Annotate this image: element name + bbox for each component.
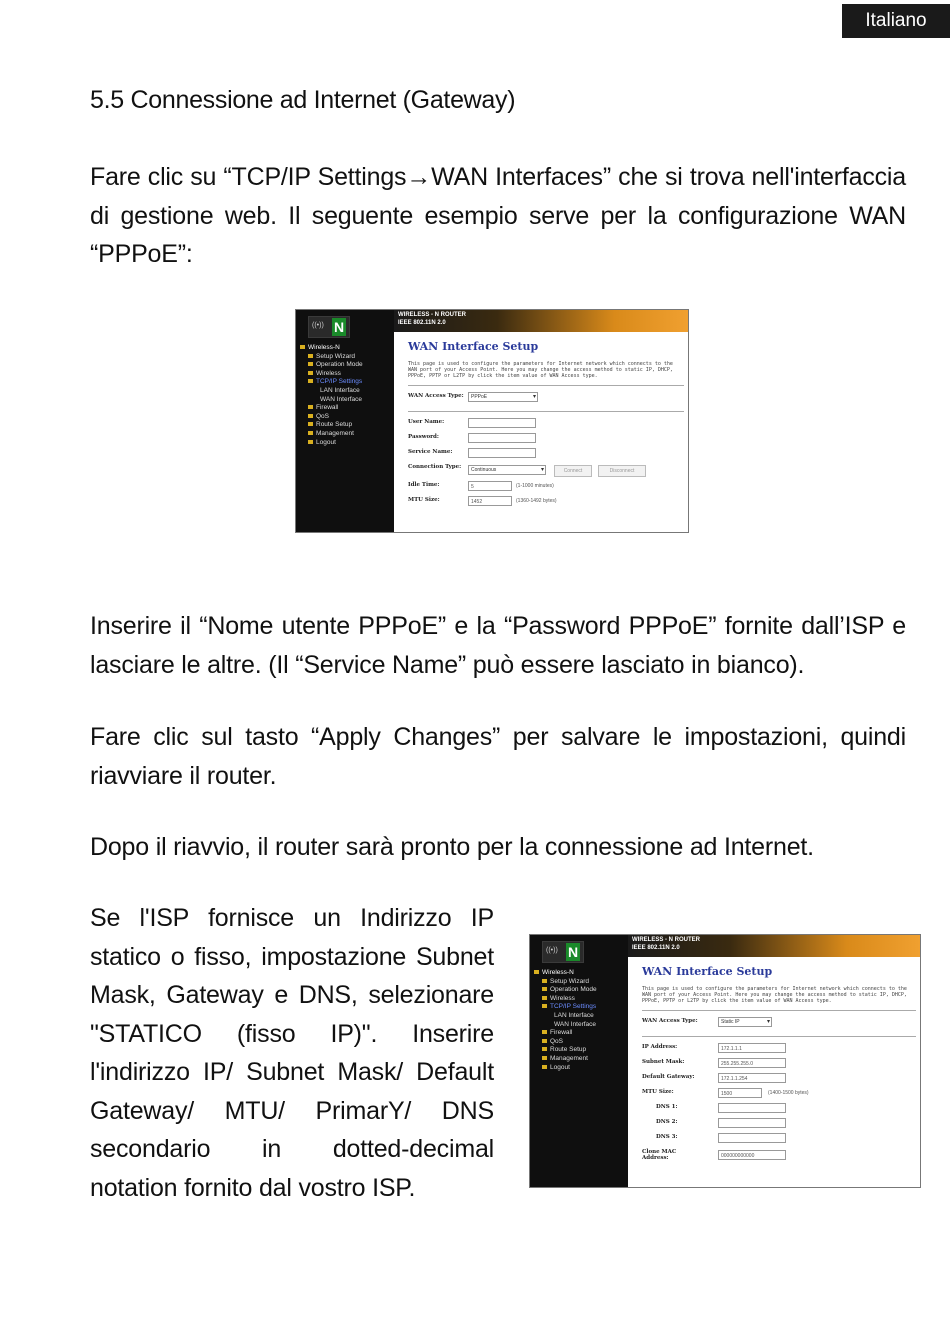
wan-access-type-select[interactable]: Static IP ▾: [718, 1017, 772, 1027]
wan-access-type-select[interactable]: PPPoE ▾: [468, 392, 538, 402]
folder-icon: [542, 1056, 547, 1060]
router-page-title: WAN Interface Setup: [642, 965, 773, 978]
menu-item-logout[interactable]: Logout: [300, 439, 392, 448]
menu-item-management[interactable]: Management: [300, 430, 392, 439]
router-logo: ((•)) N: [542, 941, 584, 963]
dns1-input[interactable]: [718, 1103, 786, 1113]
dns2-input[interactable]: [718, 1118, 786, 1128]
folder-icon: [308, 379, 313, 383]
menu-item-lan[interactable]: LAN Interface: [554, 1011, 594, 1019]
default-gateway-input[interactable]: 172.1.1.254: [718, 1073, 786, 1083]
connection-type-select[interactable]: Continuous ▾: [468, 465, 546, 475]
menu-item-setup-wizard[interactable]: Setup Wizard: [300, 353, 392, 362]
menu-item-wan[interactable]: WAN Interface: [554, 1020, 597, 1028]
router-sidebar: [296, 310, 394, 532]
folder-icon: [542, 1047, 547, 1051]
folder-icon: [308, 405, 313, 409]
folder-icon: [308, 431, 313, 435]
idle-time-input[interactable]: 5: [468, 481, 512, 491]
user-name-input[interactable]: [468, 418, 536, 428]
ip-address-input[interactable]: 172.1.1.1: [718, 1043, 786, 1053]
wifi-icon: ((•)): [312, 322, 324, 329]
paragraph-static-ip: Se l'ISP fornisce un Indirizzo IP statico o fisso, impostazione Subnet Mask, Gateway e DNS, selezionare "STATICO (fisso IP)". Inserire l'indirizzo IP/ Subnet Mask/ Default Gateway/ MTU/ PrimarY/ DNS secondario in dotted-decimal notation fornito dal vostro ISP.: [90, 904, 494, 1202]
menu-item-wan[interactable]: WAN Interface: [320, 395, 363, 403]
router-main: WAN Interface Setup This page is used to configure the parameters for Internet network which connects to the WAN port of your Access Point. Here you may change the access method to static IP, DHCP, PPPoE, PPTP or L2TP by click the item value of WAN Access type. WAN Access Type: PPPoE ▾ User Name: Password: Service Name: Connection Type: Continuous ▾ Connect Disconnect Idle Time: 5 (1-1000 minutes) MTU Size: 1452 (1360-1492 bytes): [408, 340, 684, 510]
router-header: WIRELESS - N ROUTER IEEE 802.11N 2.0: [394, 310, 688, 332]
paragraph-intro: Fare clic su “TCP/IP Settings→WAN Interfaces” che si trova nell'interfaccia di gestione web. Il seguente esempio serve per la configurazione WAN “PPPoE”:: [90, 163, 906, 268]
section-heading: 5.5 Connessione ad Internet (Gateway): [90, 86, 516, 114]
divider: [408, 411, 684, 412]
wifi-icon: ((•)): [546, 947, 558, 954]
paragraph-reboot: Dopo il riavvio, il router sarà pronto per la connessione ad Internet.: [90, 833, 814, 861]
menu-item-tcpip[interactable]: TCP/IP Settings: [300, 378, 392, 387]
router-logo: ((•)) N: [308, 316, 350, 338]
menu-item-wireless[interactable]: Wireless: [300, 370, 392, 379]
menu-item-tcpip[interactable]: TCP/IP Settings: [534, 1003, 626, 1012]
divider: [408, 385, 684, 386]
folder-icon: [542, 987, 547, 991]
menu-root[interactable]: Wireless-N: [300, 344, 392, 353]
menu-item-logout[interactable]: Logout: [534, 1064, 626, 1073]
menu-item-qos[interactable]: QoS: [300, 413, 392, 422]
menu-item-firewall[interactable]: Firewall: [534, 1029, 626, 1038]
mtu-size-input[interactable]: 1452: [468, 496, 512, 506]
folder-icon: [542, 1039, 547, 1043]
folder-icon: [300, 345, 305, 349]
folder-icon: [542, 1065, 547, 1069]
folder-icon: [308, 362, 313, 366]
disconnect-button[interactable]: Disconnect: [598, 465, 646, 477]
connect-button[interactable]: Connect: [554, 465, 592, 477]
clone-mac-input[interactable]: 000000000000: [718, 1150, 786, 1160]
folder-icon: [542, 996, 547, 1000]
divider: [642, 1036, 916, 1037]
menu-item-route[interactable]: Route Setup: [300, 421, 392, 430]
menu-item-operation-mode[interactable]: Operation Mode: [300, 361, 392, 370]
router-sidebar: [530, 935, 628, 1187]
subnet-mask-input[interactable]: 255.255.255.0: [718, 1058, 786, 1068]
router-header: WIRELESS - N ROUTER IEEE 802.11N 2.0: [628, 935, 920, 957]
menu-item-route[interactable]: Route Setup: [534, 1046, 626, 1055]
router-screenshot-static-ip: [529, 934, 921, 1188]
service-name-input[interactable]: [468, 448, 536, 458]
folder-icon: [308, 422, 313, 426]
paragraph-credentials: Inserire il “Nome utente PPPoE” e la “Password PPPoE” fornite dall’ISP e lasciare le altre. (Il “Service Name” può essere lasciato in bianco).: [90, 612, 906, 679]
router-main: WAN Interface Setup This page is used to configure the parameters for Internet network which connects to the WAN port of your Access Point. Here you may change the access method to static IP, DHCP, PPPoE, PPTP or L2TP by click the item value of WAN Access type. WAN Access Type: Static IP ▾ IP Address: 172.1.1.1 Subnet Mask: 255.255.255.0 Default Gateway: 172.1.1.254 MTU Size: 1500 (1400-1500 bytes) DNS 1: DNS 2: DNS 3: Clone MAC Address: 000000000000: [642, 965, 916, 1163]
folder-icon: [308, 354, 313, 358]
dns3-input[interactable]: [718, 1133, 786, 1143]
menu-item-management[interactable]: Management: [534, 1055, 626, 1064]
language-tab: Italiano: [842, 4, 950, 38]
router-page-title: WAN Interface Setup: [408, 340, 539, 353]
folder-icon: [534, 970, 539, 974]
folder-icon: [542, 979, 547, 983]
folder-icon: [542, 1004, 547, 1008]
menu-item-firewall[interactable]: Firewall: [300, 404, 392, 413]
router-description: This page is used to configure the parameters for Internet network which connects to the WAN port of your Access Point. Here you may change the access method to static IP, DHCP, PPPoE, PPTP or L2TP by click the item value of WAN Access type.: [642, 986, 907, 1005]
router-menu-tree: [300, 344, 392, 447]
menu-item-qos[interactable]: QoS: [534, 1038, 626, 1047]
paragraph-apply: Fare clic sul tasto “Apply Changes” per salvare le impostazioni, quindi riavviare il router.: [90, 723, 906, 790]
menu-item-setup-wizard[interactable]: Setup Wizard: [534, 978, 626, 987]
folder-icon: [308, 414, 313, 418]
folder-icon: [542, 1030, 547, 1034]
router-description: This page is used to configure the parameters for Internet network which connects to the WAN port of your Access Point. Here you may change the access method to static IP, DHCP, PPPoE, PPTP or L2TP by click the item value of WAN Access type.: [408, 361, 673, 380]
menu-item-wireless[interactable]: Wireless: [534, 995, 626, 1004]
mtu-size-input[interactable]: 1500: [718, 1088, 762, 1098]
password-input[interactable]: [468, 433, 536, 443]
router-screenshot-pppoe: [295, 309, 689, 533]
divider: [642, 1010, 916, 1011]
menu-item-operation-mode[interactable]: Operation Mode: [534, 986, 626, 995]
folder-icon: [308, 371, 313, 375]
router-menu-tree: [534, 969, 626, 1072]
menu-root[interactable]: Wireless-N: [534, 969, 626, 978]
menu-item-lan[interactable]: LAN Interface: [320, 386, 360, 394]
folder-icon: [308, 440, 313, 444]
